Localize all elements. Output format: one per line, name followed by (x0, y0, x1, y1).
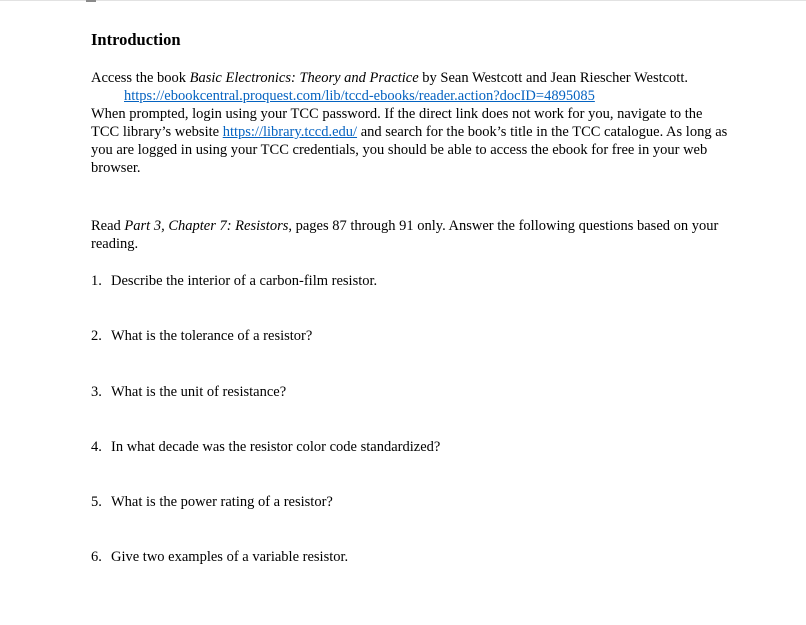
question-number: 1. (91, 273, 102, 289)
reading-assignment (91, 217, 731, 253)
question-item (91, 272, 731, 290)
question-text: What is the power rating of a resistor? (111, 494, 333, 510)
question-item (91, 548, 731, 566)
reading-suffix: , pages 87 through 91 only. Answer the following questions based on your reading. (91, 218, 719, 252)
question-text: What is the tolerance of a resistor? (111, 328, 313, 344)
intro-paragraph (91, 69, 731, 177)
reading-chapter: Part 3, Chapter 7: Resistors (124, 218, 289, 234)
question-text: Describe the interior of a carbon-film resistor. (111, 273, 378, 289)
question-item (91, 493, 731, 511)
book-link[interactable]: https://ebookcentral.proquest.com/lib/tccd-ebooks/reader.action?docID=4895085 (124, 88, 595, 104)
page-top-divider (0, 0, 806, 1)
library-link[interactable]: https://library.tccd.edu/ (222, 124, 358, 140)
login-instructions-part-2: and search for the book’s title in the TCC catalogue. As long as you are logged in using your TCC credentials, you should be able to access the ebook for free in your web browser. (91, 124, 728, 176)
question-item (91, 327, 731, 345)
question-number: 5. (91, 494, 102, 510)
section-heading: Introduction (91, 30, 181, 49)
reading-prefix: Read (91, 218, 125, 234)
question-item (91, 438, 731, 456)
login-instructions-part-1: When prompted, login using your TCC password. If the direct link does not work for you, navigate to the TCC library’s website (91, 106, 703, 140)
question-number: 2. (91, 328, 102, 344)
book-title: Basic Electronics: Theory and Practice (189, 70, 419, 86)
question-item (91, 383, 731, 401)
intro-text-authors: by Sean Westcott and Jean Riescher Westcott. (418, 70, 688, 86)
question-text: What is the unit of resistance? (111, 384, 287, 400)
question-number: 3. (91, 384, 102, 400)
question-text: Give two examples of a variable resistor. (111, 549, 349, 565)
intro-text-prefix: Access the book (91, 70, 190, 86)
question-number: 6. (91, 549, 102, 565)
page-corner-mark (86, 0, 96, 2)
question-number: 4. (91, 439, 102, 455)
question-text: In what decade was the resistor color code standardized? (111, 439, 441, 455)
